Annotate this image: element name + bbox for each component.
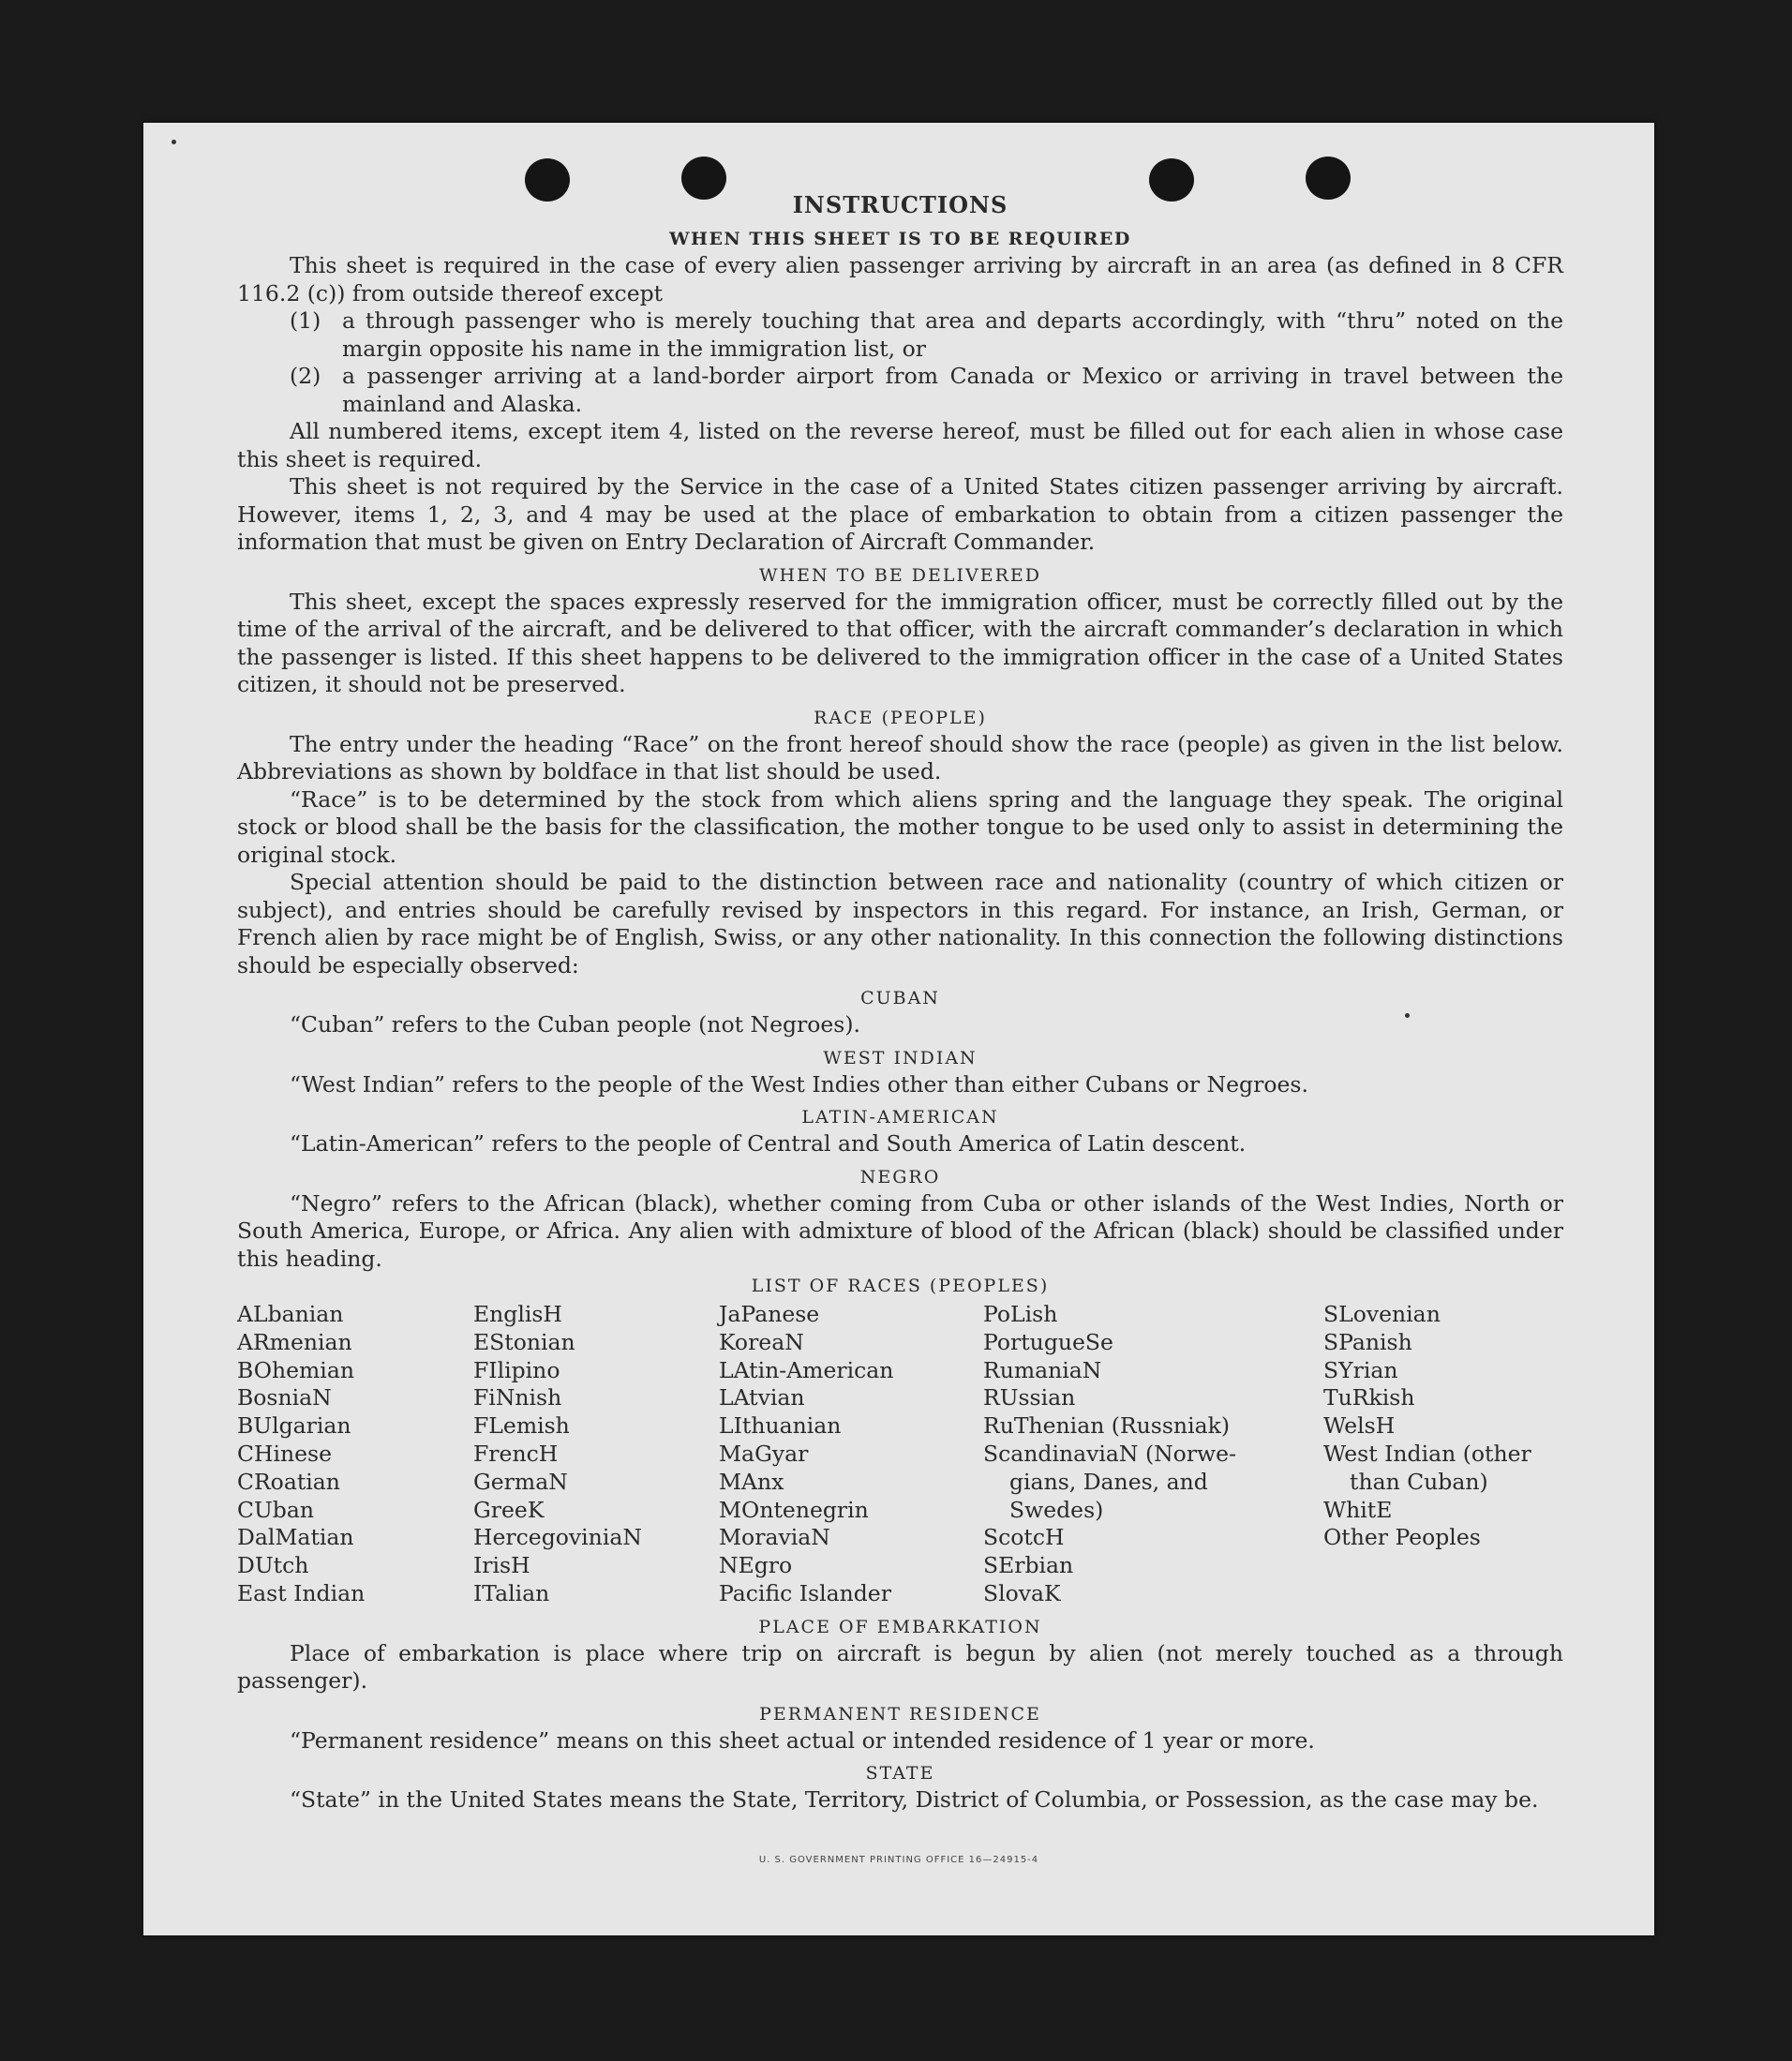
race-entry: LAtin-American [719, 1356, 894, 1383]
race-entry: RUssian [983, 1384, 1076, 1411]
race-entry: FrencH [473, 1440, 559, 1467]
race-entry: PoLish [983, 1301, 1058, 1327]
race-entry: CHinese [237, 1440, 332, 1467]
race-entry: MoraviaN [719, 1524, 830, 1551]
section-heading-place-of-embarkation: PLACE OF EMBARKATION [758, 1616, 1042, 1637]
race-entry: CUban [237, 1496, 314, 1523]
race-entry: FiNnish [473, 1384, 562, 1411]
race-entry: JaPanese [719, 1301, 820, 1327]
races-list [237, 1301, 1563, 1608]
race-entry: EStonian [473, 1328, 575, 1355]
race-entry: MaGyar [719, 1440, 809, 1467]
section-heading-when-required: WHEN THIS SHEET IS TO BE REQUIRED [669, 229, 1131, 249]
race-entry: FIlipino [473, 1356, 560, 1383]
races-column [983, 1301, 1323, 1608]
race-entry: IrisH [473, 1552, 530, 1579]
race-entry: WhitE [1323, 1496, 1393, 1523]
race-entry: WelsH [1323, 1412, 1396, 1440]
races-column [237, 1301, 473, 1608]
race-entry: PortugueSe [983, 1328, 1113, 1355]
when-required-intro: This sheet is required in the case of every alien passenger arriving by aircraft in an area (as defined in 8 CFR 116.2 (c)) from outside thereof except [237, 252, 1563, 306]
when-required-para2: All numbered items, except item 4, listed on the reverse hereof, must be filled out for each alien in whose case this sheet is required. [237, 418, 1563, 472]
race-entry: LIthuanian [719, 1412, 842, 1440]
negro-text: “Negro” refers to the African (black), whether coming from Cuba or other islands of the West Indies, North or South America, Europe, or Africa. Any alien with admixture of blood of the African (black) should be classified under this heading. [237, 1189, 1563, 1272]
race-entry: BOhemian [237, 1356, 354, 1383]
race-entry: DalMatian [237, 1524, 354, 1551]
race-entry: ScandinaviaN (Norwe- [983, 1440, 1237, 1467]
race-entry: LAtvian [719, 1384, 805, 1411]
exception-item [237, 307, 1563, 363]
document-page [143, 123, 1654, 1935]
race-entry: ARmenian [237, 1328, 352, 1355]
race-entry: ScotcH [983, 1524, 1065, 1551]
race-entry: BUlgarian [237, 1412, 351, 1440]
race-entry: NEgro [719, 1552, 793, 1579]
race-entry: GreeK [473, 1496, 545, 1523]
exception-text: a passenger arriving at a land-border airport from Canada or Mexico or arriving in travel between the mainland and Alaska. [342, 363, 1563, 417]
place-of-embarkation-text: Place of embarkation is place where trip on aircraft is begun by alien (not merely touched as a through passenger). [237, 1639, 1563, 1695]
state-text: “State” in the United States means the State, Territory, District of Columbia, or Possession, as the case may be. [290, 1786, 1539, 1814]
when-delivered-text: This sheet, except the spaces expressly reserved for the immigration officer, must be correctly filled out by the time of the arrival of the aircraft, and be delivered to that officer, with the aircraft commander’s declaration in which the passenger is listed. If this sheet happens to be delivered to the immigration officer in the case of a United States citizen, it should not be preserved. [237, 588, 1563, 697]
race-entry: TuRkish [1323, 1384, 1415, 1411]
race-entry: RuThenian (Russniak) [983, 1412, 1230, 1440]
race-entry: West Indian (other [1323, 1440, 1531, 1467]
instructions-content [237, 190, 1563, 1815]
race-entry: Swedes) [1009, 1496, 1104, 1523]
race-entry: SlovaK [983, 1579, 1061, 1606]
race-entry: SErbian [983, 1552, 1074, 1579]
races-column [719, 1301, 983, 1608]
race-para2: “Race” is to be determined by the stock from which aliens spring and the language they speak. The original stock or blood shall be the basis for the classification, the mother tongue to be used only to assist in determining the original stock. [237, 785, 1563, 868]
race-para3: Special attention should be paid to the distinction between race and nationality (country of which citizen or subject), and entries should be carefully revised by inspectors in this regard. For instance, an Irish, German, or French alien by race might be of English, Swiss, or any other nationality. In this connection the following distinctions should be especially observed: [237, 869, 1563, 978]
race-entry: HercegoviniaN [473, 1524, 642, 1551]
section-heading-cuban: CUBAN [860, 988, 940, 1008]
latin-american-text: “Latin-American” refers to the people of Central and South America of Latin descent. [290, 1130, 1247, 1157]
race-entry: Other Peoples [1323, 1524, 1481, 1551]
race-entry: EnglisH [473, 1301, 562, 1327]
permanent-residence-text: “Permanent residence” means on this sheet actual or intended residence of 1 year or more. [290, 1726, 1315, 1754]
exception-item [237, 363, 1563, 418]
west-indian-text: “West Indian” refers to the people of the West Indies other than either Cubans or Negroes. [290, 1070, 1308, 1098]
section-heading-when-delivered: WHEN TO BE DELIVERED [758, 564, 1042, 586]
race-entry: DUtch [237, 1552, 309, 1579]
race-entry: East Indian [237, 1579, 366, 1606]
races-column [473, 1301, 719, 1608]
section-heading-negro: NEGRO [859, 1166, 941, 1187]
race-entry: Pacific Islander [719, 1579, 891, 1606]
race-entry: SYrian [1323, 1356, 1398, 1383]
race-entry: SPanish [1323, 1328, 1412, 1355]
exception-text: a through passenger who is merely touching that area and departs accordingly, with “thru” noted on the margin opposite his name in the immigration list, or [342, 307, 1563, 362]
race-entry: MOntenegrin [719, 1496, 869, 1523]
race-entry: BosniaN [237, 1384, 332, 1411]
race-entry: MAnx [719, 1468, 784, 1495]
section-heading-race: RACE (PEOPLE) [814, 707, 987, 728]
exception-number: (2) [290, 363, 321, 389]
exception-number: (1) [290, 307, 321, 334]
printer-imprint: U. S. GOVERNMENT PRINTING OFFICE 16—24915-4 [758, 1855, 1039, 1865]
race-entry: GermaN [473, 1468, 568, 1495]
race-entry: ALbanian [237, 1301, 344, 1327]
section-heading-west-indian: WEST INDIAN [823, 1047, 978, 1068]
race-entry: ITalian [473, 1579, 550, 1606]
page-title: INSTRUCTIONS [792, 191, 1008, 218]
race-entry: SLovenian [1323, 1301, 1441, 1327]
section-heading-state: STATE [865, 1763, 935, 1785]
race-entry: than Cuban) [1350, 1468, 1488, 1495]
section-heading-list-of-races: LIST OF RACES (PEOPLES) [751, 1276, 1050, 1296]
speck [172, 140, 176, 144]
race-entry: RumaniaN [983, 1356, 1102, 1383]
race-entry: CRoatian [237, 1468, 340, 1495]
race-entry: FLemish [473, 1412, 570, 1440]
race-entry: gians, Danes, and [1009, 1468, 1208, 1495]
section-heading-permanent-residence: PERMANENT RESIDENCE [759, 1703, 1041, 1725]
section-heading-latin-american: LATIN-AMERICAN [801, 1107, 999, 1128]
when-required-para3: This sheet is not required by the Service in the case of a United States citizen passenger arriving by aircraft. However, items 1, 2, 3, and 4 may be used at the place of embarkation to obtain from a citizen passenger the information that must be given on Entry Declaration of Aircraft Commander. [237, 473, 1563, 555]
race-para1: The entry under the heading “Race” on the front hereof should show the race (people) as given in the list below. Abbreviations as shown by boldface in that list should be used. [237, 730, 1563, 784]
races-column [1323, 1301, 1563, 1608]
race-entry: KoreaN [719, 1328, 804, 1355]
cuban-text: “Cuban” refers to the Cuban people (not Negroes). [290, 1011, 861, 1038]
